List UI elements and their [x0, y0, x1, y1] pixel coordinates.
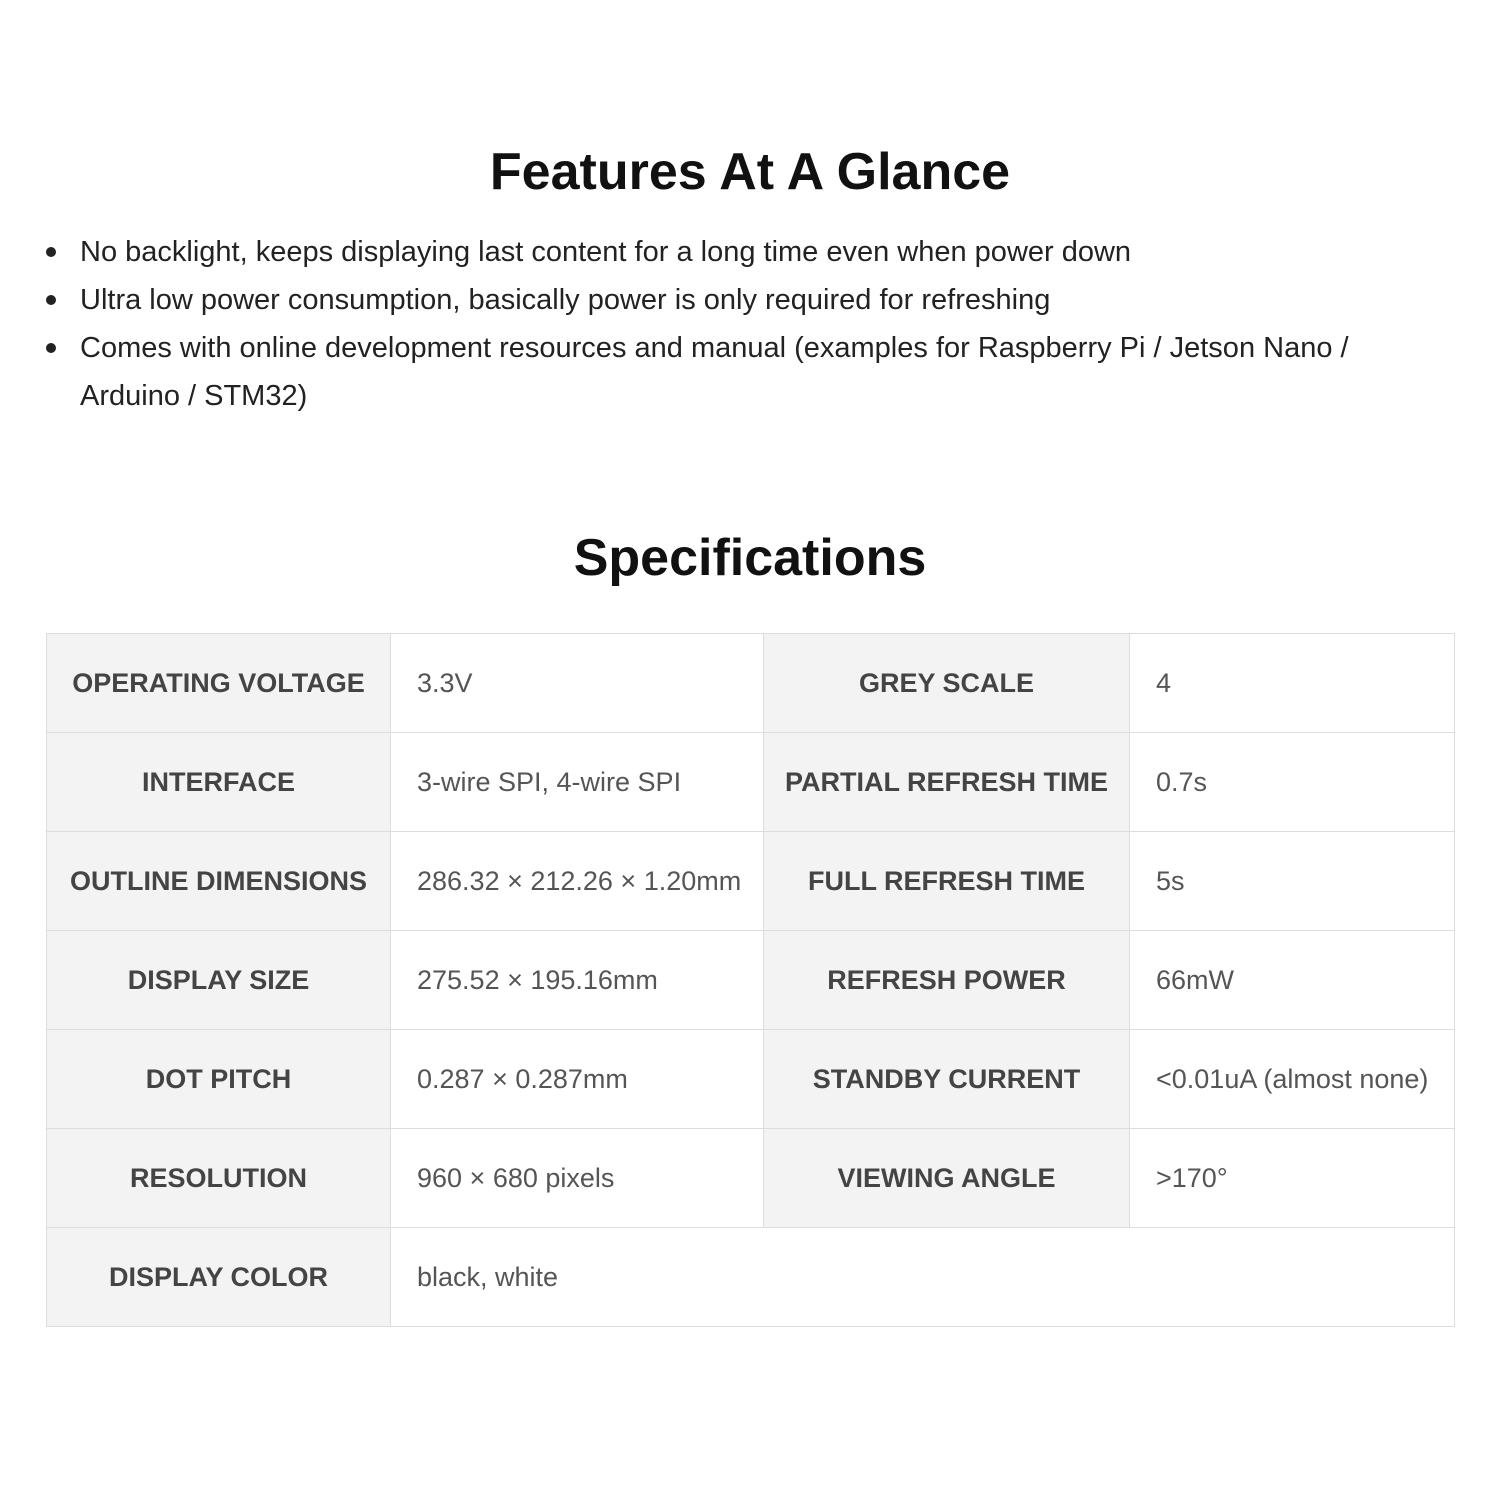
features-title: Features At A Glance: [489, 143, 1011, 201]
spec-value: <0.01uA (almost none): [1130, 1030, 1455, 1129]
spec-value: 66mW: [1130, 931, 1455, 1030]
feature-item: [0, 228, 1500, 276]
spec-label: OUTLINE DIMENSIONS: [47, 832, 391, 931]
feature-text: Ultra low power consumption, basically power is only required for refreshing: [80, 284, 1051, 316]
specifications-title: Specifications: [573, 529, 927, 587]
table-row: [47, 1228, 1455, 1327]
spec-label: DOT PITCH: [47, 1030, 391, 1129]
features-list: [0, 228, 1500, 420]
table-row: [47, 832, 1455, 931]
spec-value: black, white: [391, 1228, 1455, 1327]
bullet-icon: [46, 247, 56, 257]
spec-value: 3-wire SPI, 4-wire SPI: [391, 733, 764, 832]
feature-text: Comes with online development resources and manual (examples for Raspberry Pi / Jetson Nano / Arduino / STM32): [80, 332, 1349, 412]
spec-value: 286.32 × 212.26 × 1.20mm: [391, 832, 764, 931]
spec-label: VIEWING ANGLE: [764, 1129, 1130, 1228]
spec-label: GREY SCALE: [764, 634, 1130, 733]
table-row: [47, 634, 1455, 733]
spec-value: 0.287 × 0.287mm: [391, 1030, 764, 1129]
table-row: [47, 1129, 1455, 1228]
spec-label: STANDBY CURRENT: [764, 1030, 1130, 1129]
spec-value: 4: [1130, 634, 1455, 733]
spec-label: REFRESH POWER: [764, 931, 1130, 1030]
spec-value: >170°: [1130, 1129, 1455, 1228]
spec-label: DISPLAY COLOR: [47, 1228, 391, 1327]
table-row: [47, 1030, 1455, 1129]
specifications-table: [46, 633, 1455, 1327]
bullet-icon: [46, 343, 56, 353]
spec-value: 3.3V: [391, 634, 764, 733]
spec-value: 0.7s: [1130, 733, 1455, 832]
spec-value: 960 × 680 pixels: [391, 1129, 764, 1228]
table-row: [47, 931, 1455, 1030]
spec-label: FULL REFRESH TIME: [764, 832, 1130, 931]
spec-label: OPERATING VOLTAGE: [47, 634, 391, 733]
spec-label: PARTIAL REFRESH TIME: [764, 733, 1130, 832]
spec-label: INTERFACE: [47, 733, 391, 832]
spec-value: 275.52 × 195.16mm: [391, 931, 764, 1030]
feature-item: [0, 276, 1500, 324]
feature-item: [0, 324, 1500, 420]
spec-value: 5s: [1130, 832, 1455, 931]
feature-text: No backlight, keeps displaying last content for a long time even when power down: [80, 236, 1132, 268]
spec-label: DISPLAY SIZE: [47, 931, 391, 1030]
bullet-icon: [46, 295, 56, 305]
spec-label: RESOLUTION: [47, 1129, 391, 1228]
table-row: [47, 733, 1455, 832]
